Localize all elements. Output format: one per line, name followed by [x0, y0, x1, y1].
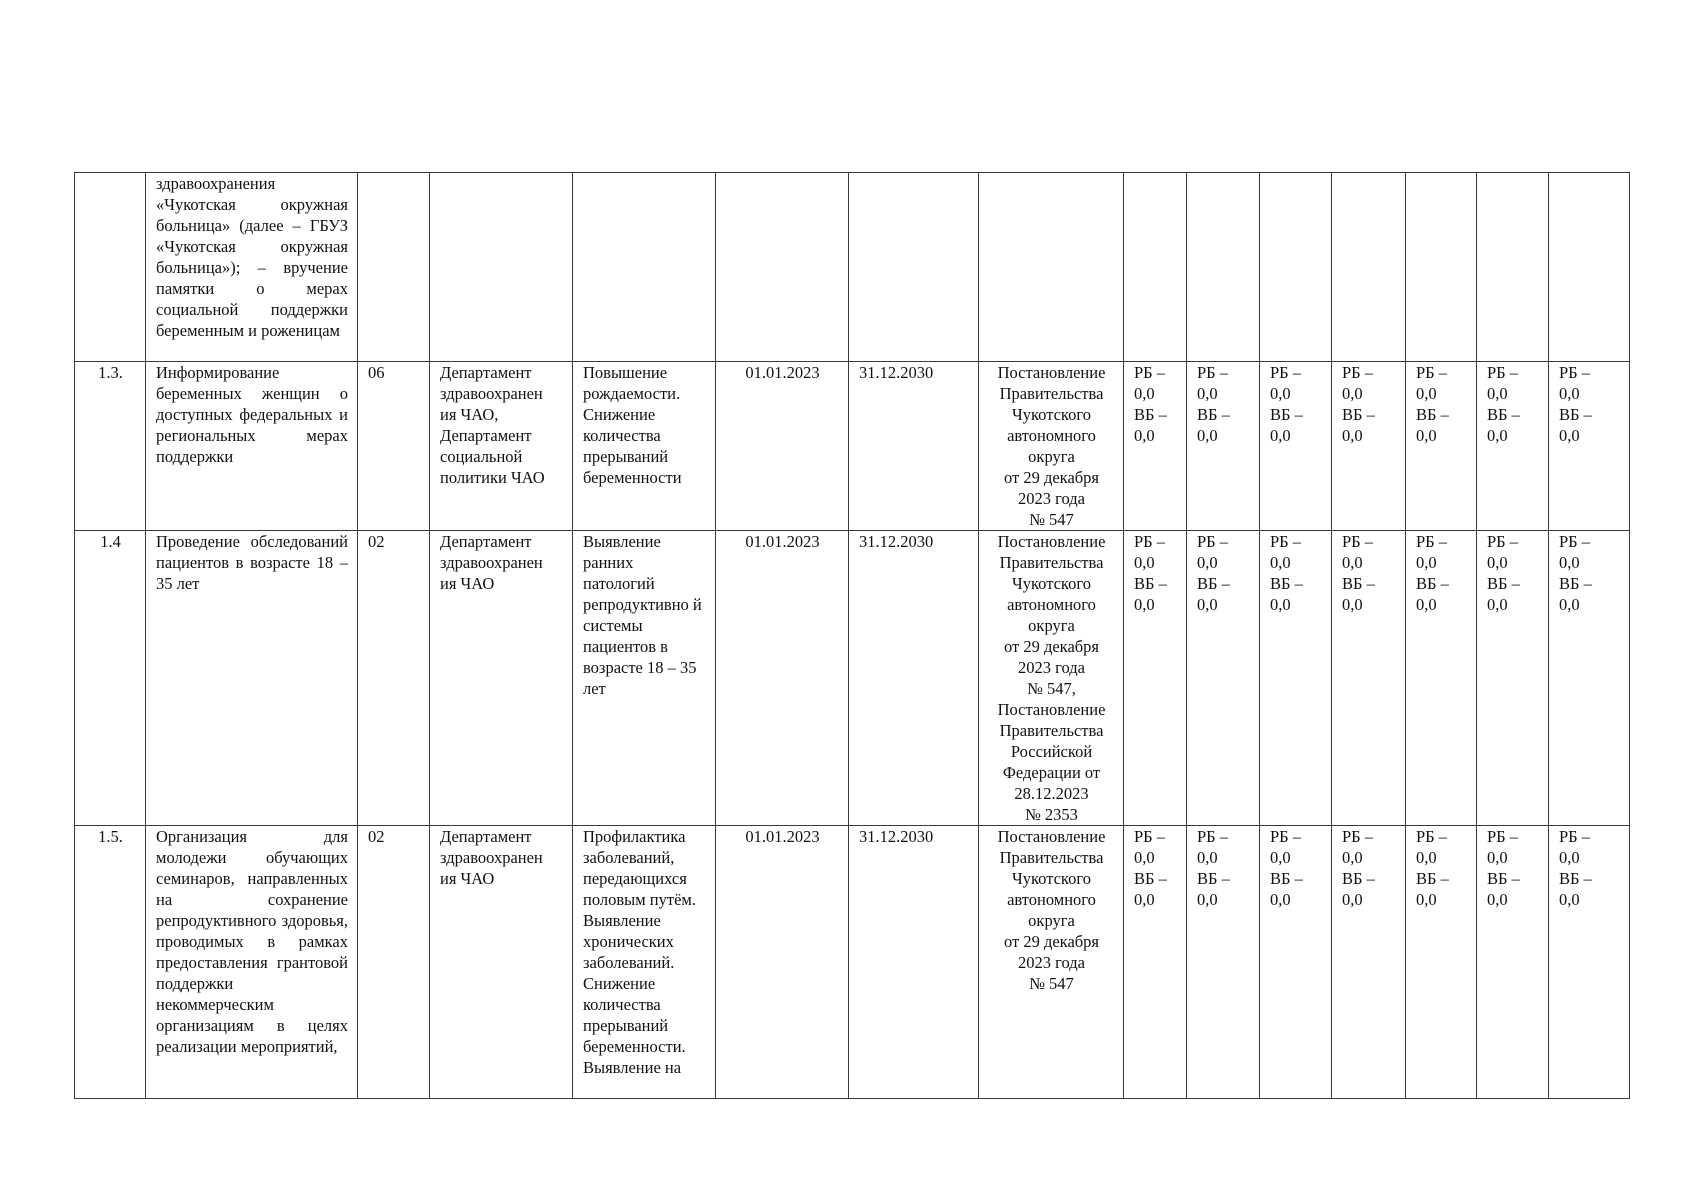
table-row: [75, 173, 1630, 362]
start-date-cell: 01.01.2023: [716, 826, 849, 1099]
executor-cell: Департамент здравоохранен ия ЧАО, Департамент социальной политики ЧАО: [430, 362, 573, 531]
basis-cell: [979, 173, 1124, 362]
table-row: [75, 362, 1630, 531]
activity-cell: Информирование беременных женщин о доступных федеральных и региональных мерах поддержки: [146, 362, 358, 531]
executor-cell: [430, 173, 573, 362]
finance-cell: РБ – 0,0 ВБ – 0,0: [1477, 362, 1549, 531]
finance-cell: РБ – 0,0 ВБ – 0,0: [1332, 826, 1406, 1099]
finance-cell: РБ – 0,0 ВБ – 0,0: [1187, 531, 1260, 826]
activity-cell: Организация для молодежи обучающих семинаров, направленных на сохранение репродуктивного здоровья, проводимых в рамках предоставления грантовой поддержки некоммерческим организациям в целях реализации мероприятий,: [146, 826, 358, 1099]
end-date-cell: 31.12.2030: [849, 826, 979, 1099]
end-date-cell: 31.12.2030: [849, 362, 979, 531]
end-date-cell: [849, 173, 979, 362]
finance-cell: РБ – 0,0 ВБ – 0,0: [1187, 826, 1260, 1099]
start-date-cell: [716, 173, 849, 362]
finance-cell: РБ – 0,0 ВБ – 0,0: [1406, 826, 1477, 1099]
finance-cell: РБ – 0,0 ВБ – 0,0: [1124, 531, 1187, 826]
finance-cell: РБ – 0,0 ВБ – 0,0: [1549, 826, 1630, 1099]
activities-table: [74, 172, 1630, 1099]
finance-cell: [1332, 173, 1406, 362]
code-cell: [358, 173, 430, 362]
finance-cell: [1406, 173, 1477, 362]
result-cell: Повышение рождаемости. Снижение количества прерываний беременности: [573, 362, 716, 531]
table-row: [75, 826, 1630, 1099]
code-cell: 02: [358, 531, 430, 826]
finance-cell: [1477, 173, 1549, 362]
basis-cell: Постановление Правительства Чукотского автономного округа от 29 декабря 2023 года № 547, Постановление Правительства Российской Федерации от 28.12.2023 № 2353: [979, 531, 1124, 826]
result-cell: [573, 173, 716, 362]
finance-cell: [1187, 173, 1260, 362]
finance-cell: РБ – 0,0 ВБ – 0,0: [1406, 362, 1477, 531]
finance-cell: РБ – 0,0 ВБ – 0,0: [1124, 362, 1187, 531]
row-number: 1.4: [75, 531, 146, 826]
end-date-cell: 31.12.2030: [849, 531, 979, 826]
executor-cell: Департамент здравоохранен ия ЧАО: [430, 531, 573, 826]
finance-cell: РБ – 0,0 ВБ – 0,0: [1477, 826, 1549, 1099]
result-cell: Выявление ранних патологий репродуктивно й системы пациентов в возрасте 18 – 35 лет: [573, 531, 716, 826]
row-number: 1.3.: [75, 362, 146, 531]
activity-cell: Проведение обследований пациентов в возрасте 18 – 35 лет: [146, 531, 358, 826]
row-number: 1.5.: [75, 826, 146, 1099]
row-number: [75, 173, 146, 362]
basis-cell: Постановление Правительства Чукотского автономного округа от 29 декабря 2023 года № 547: [979, 362, 1124, 531]
finance-cell: РБ – 0,0 ВБ – 0,0: [1260, 362, 1332, 531]
result-cell: Профилактика заболеваний, передающихся половым путём. Выявление хронических заболеваний. Снижение количества прерываний беременности. Выявление на: [573, 826, 716, 1099]
finance-cell: РБ – 0,0 ВБ – 0,0: [1477, 531, 1549, 826]
finance-cell: РБ – 0,0 ВБ – 0,0: [1260, 531, 1332, 826]
finance-cell: РБ – 0,0 ВБ – 0,0: [1260, 826, 1332, 1099]
finance-cell: РБ – 0,0 ВБ – 0,0: [1332, 362, 1406, 531]
finance-cell: [1260, 173, 1332, 362]
executor-cell: Департамент здравоохранен ия ЧАО: [430, 826, 573, 1099]
finance-cell: РБ – 0,0 ВБ – 0,0: [1332, 531, 1406, 826]
start-date-cell: 01.01.2023: [716, 362, 849, 531]
finance-cell: РБ – 0,0 ВБ – 0,0: [1549, 531, 1630, 826]
finance-cell: [1549, 173, 1630, 362]
code-cell: 06: [358, 362, 430, 531]
finance-cell: РБ – 0,0 ВБ – 0,0: [1124, 826, 1187, 1099]
finance-cell: РБ – 0,0 ВБ – 0,0: [1187, 362, 1260, 531]
code-cell: 02: [358, 826, 430, 1099]
table-row: [75, 531, 1630, 826]
finance-cell: РБ – 0,0 ВБ – 0,0: [1406, 531, 1477, 826]
start-date-cell: 01.01.2023: [716, 531, 849, 826]
finance-cell: РБ – 0,0 ВБ – 0,0: [1549, 362, 1630, 531]
basis-cell: Постановление Правительства Чукотского автономного округа от 29 декабря 2023 года № 547: [979, 826, 1124, 1099]
finance-cell: [1124, 173, 1187, 362]
activity-cell: здравоохранения «Чукотская окружная больница» (далее – ГБУЗ «Чукотская окружная больница»); – вручение памятки о мерах социальной поддержки беременным и роженицам: [146, 173, 358, 362]
